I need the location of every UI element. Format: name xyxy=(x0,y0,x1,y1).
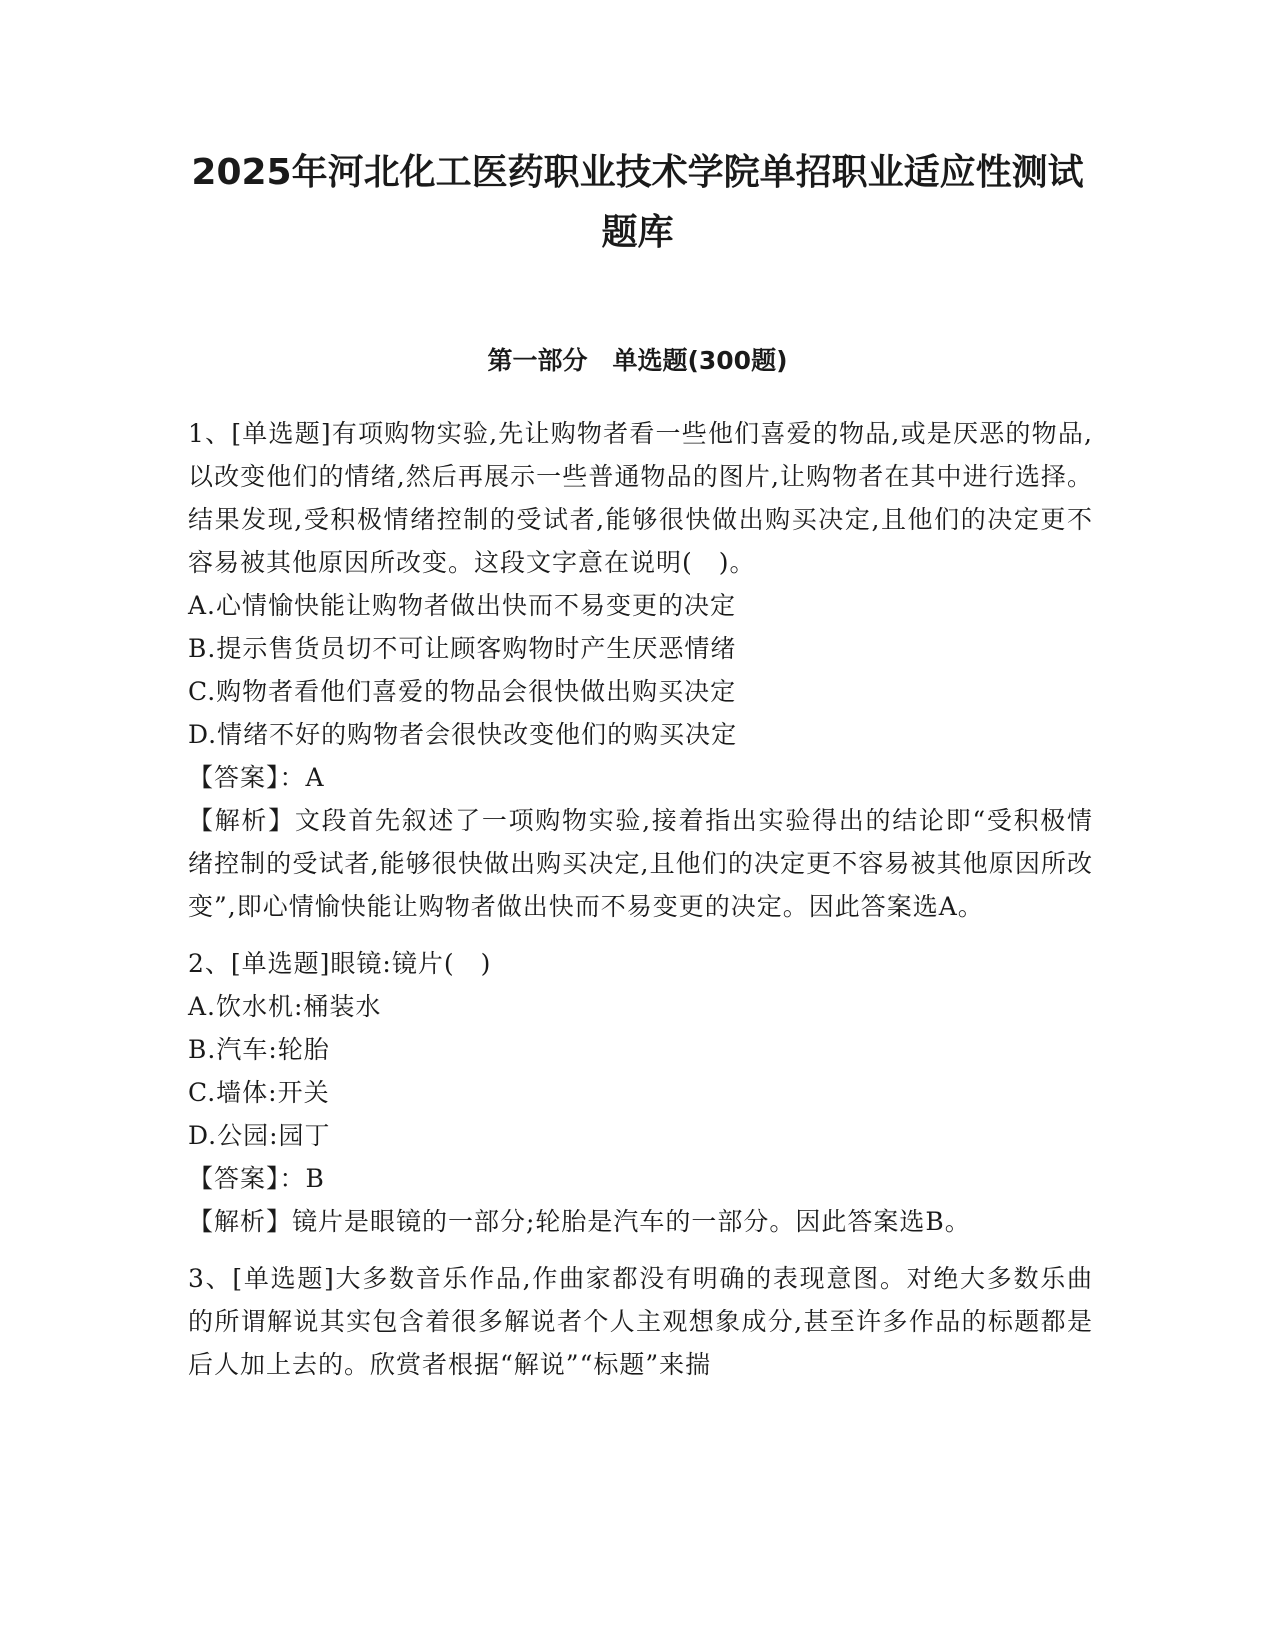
question-option: C.购物者看他们喜爱的物品会很快做出购买决定 xyxy=(188,677,737,706)
question-option: B.提示售货员切不可让顾客购物时产生厌恶情绪 xyxy=(188,634,737,663)
question-answer: 【答案】：A xyxy=(188,763,325,792)
document-title: 2025年河北化工医药职业技术学院单招职业适应性测试题库 xyxy=(191,152,1084,253)
question-analysis: 【解析】镜片是眼镜的一部分;轮胎是汽车的一部分。因此答案选B。 xyxy=(188,1207,971,1236)
question-option: C.墙体:开关 xyxy=(188,1078,330,1107)
question-stem: 2、[单选题]眼镜:镜片( ) xyxy=(188,949,492,978)
question-item xyxy=(188,412,1093,928)
question-option: A.心情愉快能让购物者做出快而不易变更的决定 xyxy=(188,591,737,620)
question-option: A.饮水机:桶装水 xyxy=(188,992,382,1021)
question-stem: 3、[单选题]大多数音乐作品,作曲家都没有明确的表现意图。对绝大多数乐曲的所谓解说其实包含着很多解说者个人主观想象成分,甚至许多作品的标题都是后人加上去的。欣赏者根据“解说”“标题”来揣 xyxy=(188,1264,1093,1379)
question-list xyxy=(188,412,1093,1386)
question-item xyxy=(188,942,1093,1243)
question-item xyxy=(188,1257,1093,1386)
question-option: D.公园:园丁 xyxy=(188,1121,331,1150)
question-answer: 【答案】：B xyxy=(188,1164,325,1193)
question-analysis: 【解析】文段首先叙述了一项购物实验,接着指出实验得出的结论即“受积极情绪控制的受试者,能够很快做出购买决定,且他们的决定更不容易被其他原因所改变”,即心情愉快能让购物者做出快而不易变更的决定。因此答案选A。 xyxy=(188,806,1093,921)
question-option: B.汽车:轮胎 xyxy=(188,1035,330,1064)
question-option: D.情绪不好的购物者会很快改变他们的购买决定 xyxy=(188,720,738,749)
section-heading: 第一部分 单选题(300题) xyxy=(487,346,788,375)
question-stem: 1、[单选题]有项购物实验,先让购物者看一些他们喜爱的物品,或是厌恶的物品,以改变他们的情绪,然后再展示一些普通物品的图片,让购物者在其中进行选择。结果发现,受积极情绪控制的受试者,能够很快做出购买决定,且他们的决定更不容易被其他原因所改变。这段文字意在说明( )。 xyxy=(188,419,1093,577)
